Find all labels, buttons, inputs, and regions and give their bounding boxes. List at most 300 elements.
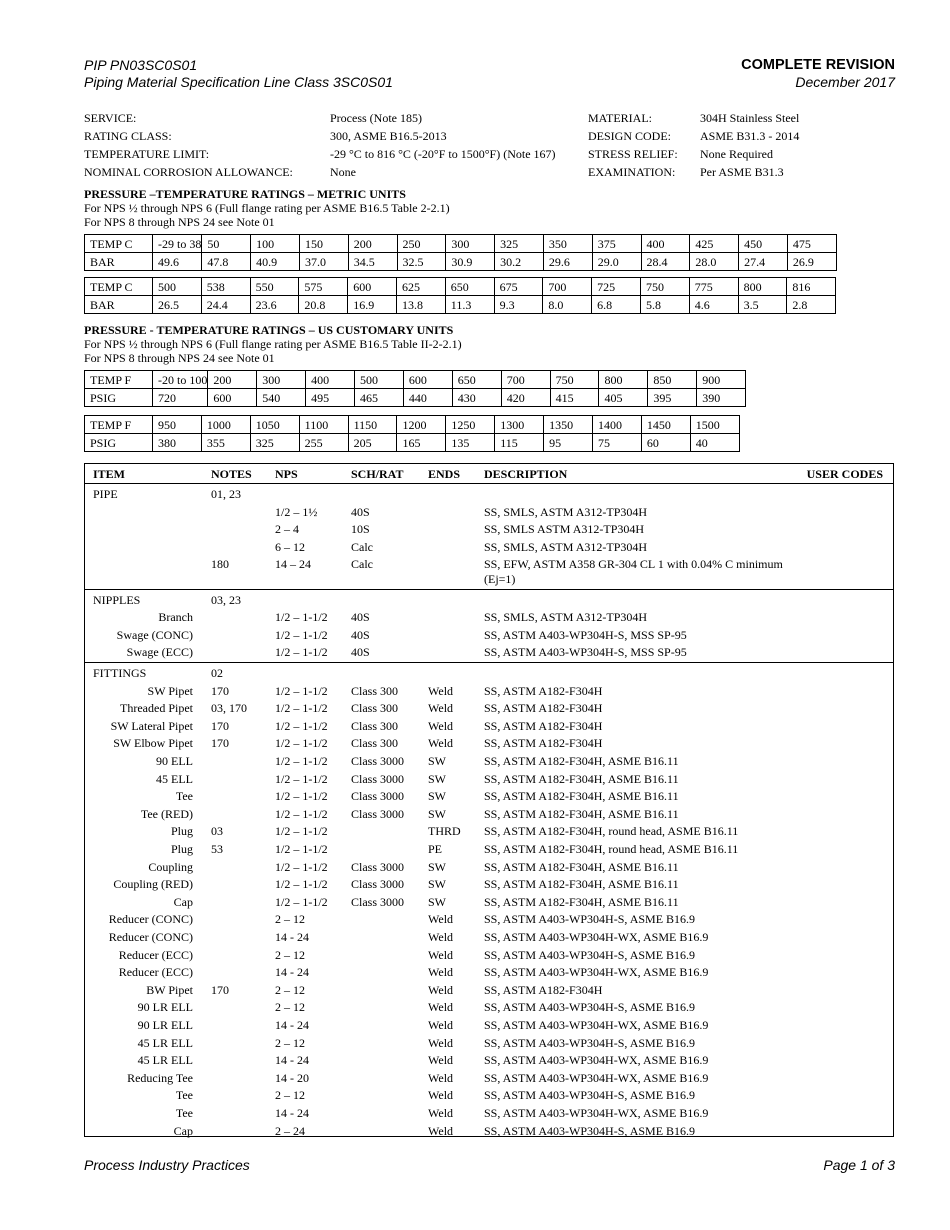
component-ends: SW: [428, 806, 446, 821]
table-cell: 47.8: [202, 253, 251, 271]
component-ends: Weld: [428, 982, 454, 997]
table-cell: 390: [697, 389, 746, 407]
document-id: PIP PN03SC0S01: [84, 57, 198, 73]
component-name: 90 LR ELL: [137, 1000, 193, 1015]
table-row: [85, 840, 893, 858]
component-name: 45 LR ELL: [137, 1053, 193, 1068]
table-cell: 24.4: [201, 296, 250, 314]
table-cell: 26.5: [153, 296, 202, 314]
table-cell: 816: [787, 278, 836, 296]
table-cell: 3.5: [738, 296, 787, 314]
table-cell: 625: [396, 278, 445, 296]
table-cell: 28.4: [641, 253, 690, 271]
table-cell: 720: [153, 389, 208, 407]
table-cell: 300: [446, 235, 495, 253]
col-header-notes: NOTES: [211, 467, 252, 481]
component-nps: 14 - 24: [275, 1106, 309, 1120]
metric-note-1: For NPS ½ through NPS 6 (Full flange rating per ASME B16.5 Table 2-2.1): [84, 201, 450, 215]
table-row-continuation: [85, 570, 893, 588]
component-nps: 1/2 – 1-1/2: [275, 627, 328, 642]
table-cell: 465: [355, 389, 404, 407]
section-header-row: [85, 664, 893, 682]
table-cell: 28.0: [690, 253, 739, 271]
temperature-row: [85, 371, 746, 389]
table-row: [85, 946, 893, 964]
component-description: SS, ASTM A403-WP304H-S, MSS SP-95: [484, 645, 687, 660]
table-row: [85, 752, 893, 770]
document-title: Piping Material Specification Line Class 3SC0S01: [84, 74, 393, 90]
component-nps: 2 – 12: [275, 982, 305, 997]
row-label-cell: TEMP C: [85, 278, 153, 296]
section-notes: 03, 23: [211, 592, 241, 607]
component-nps: 2 – 12: [275, 1035, 305, 1050]
rating-row: [85, 296, 836, 314]
table-cell: 600: [403, 371, 452, 389]
table-cell: 850: [648, 371, 697, 389]
info-label: DESIGN CODE:: [588, 129, 671, 143]
component-name: 45 ELL: [156, 771, 193, 786]
info-left-values: [330, 109, 556, 181]
table-cell: 475: [787, 235, 836, 253]
table-row: [85, 963, 893, 981]
component-ends: Weld: [428, 683, 454, 698]
table-cell: 30.9: [446, 253, 495, 271]
piping-components-table: [84, 463, 894, 1137]
table-cell: 750: [550, 371, 599, 389]
component-notes: 03, 170: [211, 701, 247, 716]
table-header-row: [85, 465, 893, 483]
table-cell: 650: [452, 371, 501, 389]
component-ends: Weld: [428, 1070, 454, 1085]
info-label: SERVICE:: [84, 111, 137, 125]
col-header-user-codes: USER CODES: [806, 467, 883, 481]
component-description: SS, ASTM A403-WP304H-S, ASME B16.9: [484, 1000, 696, 1015]
table-row: [85, 717, 893, 735]
component-description: SS, ASTM A182-F304H, ASME B16.11: [484, 894, 679, 909]
document-header-right: [741, 57, 895, 91]
component-sch-rat: Class 300: [351, 736, 399, 751]
component-name: Coupling (RED): [113, 877, 193, 892]
table-row: [85, 910, 893, 928]
table-cell: 115: [495, 434, 544, 452]
component-description: SS, ASTM A182-F304H, ASME B16.11: [484, 771, 679, 786]
table-cell: 1350: [544, 416, 593, 434]
table-cell: 800: [599, 371, 648, 389]
component-description: SS, ASTM A403-WP304H-S, ASME B16.9: [484, 1088, 696, 1103]
table-cell: 1300: [495, 416, 544, 434]
component-name: Swage (ECC): [126, 645, 193, 660]
row-label-cell: PSIG: [85, 389, 153, 407]
component-nps: 2 – 12: [275, 1000, 305, 1015]
table-cell: 23.6: [250, 296, 299, 314]
table-cell: 95: [544, 434, 593, 452]
table-cell: 350: [543, 235, 592, 253]
component-name: Plug: [170, 842, 193, 856]
table-cell: 1500: [690, 416, 739, 434]
section-item-name: NIPPLES: [93, 592, 141, 607]
component-nps: 1/2 – 1-1/2: [275, 736, 328, 751]
table-row: [85, 682, 893, 700]
table-row: [85, 1034, 893, 1052]
row-label-cell: TEMP F: [85, 371, 153, 389]
table-row: [85, 643, 893, 661]
table-cell: 325: [250, 434, 299, 452]
component-ends: Weld: [428, 1018, 454, 1032]
table-cell: 1050: [250, 416, 299, 434]
component-ends: THRD: [428, 824, 461, 839]
table-cell: 40: [690, 434, 739, 452]
info-label: TEMPERATURE LIMIT:: [84, 147, 210, 161]
table-row: [85, 520, 893, 538]
component-name: Reducer (CONC): [108, 912, 193, 927]
component-description: SS, ASTM A403-WP304H-WX, ASME B16.9: [484, 930, 709, 944]
component-sch-rat: Class 3000: [351, 789, 405, 804]
table-row: [85, 503, 893, 521]
component-notes: 170: [211, 683, 229, 698]
table-cell: 29.6: [543, 253, 592, 271]
table-cell: 415: [550, 389, 599, 407]
component-name: Threaded Pipet: [120, 701, 193, 716]
component-ends: SW: [428, 789, 446, 804]
info-label: NOMINAL CORROSION ALLOWANCE:: [84, 165, 293, 179]
table-row: [85, 626, 893, 644]
table-cell: 26.9: [787, 253, 836, 271]
component-sch-rat: 40S: [351, 610, 370, 625]
component-nps: 1/2 – 1-1/2: [275, 754, 328, 768]
table-row: [85, 1104, 893, 1122]
component-description: SS, ASTM A182-F304H: [484, 982, 603, 997]
component-sch-rat: Class 3000: [351, 806, 405, 821]
info-value: None: [330, 165, 356, 179]
component-nps: 1/2 – 1-1/2: [275, 877, 328, 892]
table-cell: 29.0: [592, 253, 641, 271]
component-nps: 1/2 – 1-1/2: [275, 859, 328, 874]
table-row: [85, 1016, 893, 1034]
component-nps: 1/2 – 1-1/2: [275, 894, 328, 909]
footer-page-number: Page 1 of 3: [823, 1157, 895, 1173]
table-row: [85, 787, 893, 805]
component-sch-rat: Class 3000: [351, 894, 405, 909]
us-section-heading: [84, 323, 462, 365]
revision-date: December 2017: [795, 74, 895, 90]
table-cell: 395: [648, 389, 697, 407]
component-sch-rat: Calc: [351, 557, 373, 572]
component-ends: Weld: [428, 965, 454, 980]
component-description: SS, ASTM A182-F304H: [484, 701, 603, 716]
table-cell: 16.9: [348, 296, 397, 314]
table-cell: 425: [690, 235, 739, 253]
info-left-labels: [84, 109, 293, 181]
table-row: [85, 770, 893, 788]
component-name: Reducing Tee: [127, 1070, 193, 1085]
col-header-item: ITEM: [93, 467, 126, 481]
table-cell: -29 to 38: [153, 235, 202, 253]
table-cell: 355: [201, 434, 250, 452]
component-sch-rat: 40S: [351, 627, 370, 642]
info-right-labels: [588, 109, 678, 181]
table-cell: 135: [446, 434, 495, 452]
component-name: Branch: [158, 610, 193, 625]
component-name: 90 LR ELL: [137, 1018, 193, 1032]
component-name: Reducer (ECC): [118, 947, 193, 962]
component-notes: 180: [211, 557, 229, 572]
component-ends: Weld: [428, 930, 454, 944]
component-sch-rat: Class 3000: [351, 771, 405, 786]
table-cell: 575: [299, 278, 348, 296]
table-row: [85, 1051, 893, 1069]
component-description: SS, ASTM A182-F304H, ASME B16.11: [484, 877, 679, 892]
table-cell: 30.2: [495, 253, 544, 271]
us-note-2: For NPS 8 through NPS 24 see Note 01: [84, 351, 275, 365]
table-row: [85, 858, 893, 876]
component-ends: Weld: [428, 718, 454, 733]
info-label: MATERIAL:: [588, 111, 652, 125]
component-description: SS, ASTM A403-WP304H-WX, ASME B16.9: [484, 1106, 709, 1120]
component-description: SS, ASTM A403-WP304H-S, ASME B16.9: [484, 1035, 696, 1050]
component-nps: 2 – 12: [275, 1088, 305, 1103]
component-ends: SW: [428, 771, 446, 786]
table-cell: 775: [689, 278, 738, 296]
row-label-cell: PSIG: [85, 434, 153, 452]
rating-row: [85, 389, 746, 407]
section-notes: 01, 23: [211, 487, 241, 501]
section-divider: [85, 662, 893, 663]
metric-rating-table-2: [84, 277, 836, 314]
table-cell: 500: [355, 371, 404, 389]
component-nps: 1/2 – 1½: [275, 504, 318, 519]
component-description: SS, ASTM A403-WP304H-S, ASME B16.9: [484, 947, 696, 962]
info-value: -29 °C to 816 °C (-20°F to 1500°F) (Note 167): [330, 147, 556, 161]
component-name: Cap: [173, 894, 193, 909]
us-rating-table-1: [84, 370, 746, 407]
component-nps: 14 - 20: [275, 1070, 309, 1085]
table-cell: 13.8: [396, 296, 445, 314]
table-cell: 40.9: [251, 253, 300, 271]
table-row: [85, 1122, 893, 1140]
component-sch-rat: Class 3000: [351, 877, 405, 892]
component-name: Cap: [173, 1123, 193, 1138]
table-cell: 400: [641, 235, 690, 253]
component-description: SS, ASTM A403-WP304H-WX, ASME B16.9: [484, 1053, 709, 1068]
component-description: SS, SMLS ASTM A312-TP304H: [484, 522, 645, 537]
us-title: PRESSURE - TEMPERATURE RATINGS – US CUSTOMARY UNITS: [84, 323, 454, 337]
table-row: [85, 981, 893, 999]
table-cell: 700: [501, 371, 550, 389]
section-header-row: [85, 591, 893, 609]
component-description: SS, ASTM A182-F304H: [484, 683, 603, 698]
component-name: Swage (CONC): [116, 627, 193, 642]
rating-row: [85, 253, 837, 271]
component-nps: 1/2 – 1-1/2: [275, 718, 328, 733]
info-value: Process (Note 185): [330, 111, 422, 125]
component-description: SS, ASTM A182-F304H, ASME B16.11: [484, 859, 679, 874]
component-ends: Weld: [428, 1088, 454, 1103]
component-nps: 1/2 – 1-1/2: [275, 683, 328, 698]
component-name: Tee: [175, 1088, 193, 1103]
temperature-row: [85, 235, 837, 253]
table-cell: 100: [251, 235, 300, 253]
table-row: [85, 734, 893, 752]
table-cell: 375: [592, 235, 641, 253]
table-cell: 9.3: [494, 296, 543, 314]
component-name: 45 LR ELL: [137, 1035, 193, 1050]
metric-title: PRESSURE –TEMPERATURE RATINGS – METRIC UNITS: [84, 187, 406, 201]
component-ends: Weld: [428, 1053, 454, 1068]
col-header-nps: NPS: [275, 467, 298, 481]
component-ends: Weld: [428, 947, 454, 962]
document-header-left: [84, 57, 393, 91]
component-description: SS, ASTM A403-WP304H-WX, ASME B16.9: [484, 965, 709, 980]
component-nps: 2 – 4: [275, 522, 299, 537]
col-header-description: DESCRIPTION: [484, 467, 568, 481]
row-label-cell: BAR: [85, 253, 153, 271]
component-ends: Weld: [428, 1123, 454, 1138]
info-value: Per ASME B31.3: [700, 165, 784, 179]
table-cell: 405: [599, 389, 648, 407]
table-cell: 50: [202, 235, 251, 253]
table-cell: 900: [697, 371, 746, 389]
section-notes: 02: [211, 666, 223, 680]
component-ends: PE: [428, 842, 443, 856]
temperature-row: [85, 278, 836, 296]
table-cell: 550: [250, 278, 299, 296]
us-note-1: For NPS ½ through NPS 6 (Full flange rating per ASME B16.5 Table II-2-2.1): [84, 337, 462, 351]
section-divider: [85, 589, 893, 590]
table-row: [85, 928, 893, 946]
component-nps: 1/2 – 1-1/2: [275, 806, 328, 821]
component-name: BW Pipet: [146, 982, 193, 997]
component-nps: 2 – 12: [275, 912, 305, 927]
section-header-row: [85, 485, 893, 503]
component-nps: 1/2 – 1-1/2: [275, 610, 328, 625]
component-nps: 1/2 – 1-1/2: [275, 842, 328, 856]
component-nps: 6 – 12: [275, 539, 305, 554]
component-description: SS, EFW, ASTM A358 GR-304 CL 1 with 0.04% C minimum: [484, 557, 783, 572]
header-divider: [85, 483, 893, 484]
component-nps: 2 – 12: [275, 947, 305, 962]
component-ends: SW: [428, 894, 446, 909]
table-cell: 1400: [593, 416, 642, 434]
table-cell: 200: [348, 235, 397, 253]
component-sch-rat: Calc: [351, 539, 373, 554]
component-sch-rat: Class 300: [351, 701, 399, 716]
component-description: SS, ASTM A182-F304H, round head, ASME B16.11: [484, 842, 739, 856]
component-ends: Weld: [428, 912, 454, 927]
info-value: ASME B31.3 - 2014: [700, 129, 800, 143]
row-label-cell: BAR: [85, 296, 153, 314]
component-description: SS, ASTM A182-F304H, round head, ASME B16.11: [484, 824, 739, 839]
section-item-name: FITTINGS: [93, 666, 147, 680]
table-row: [85, 893, 893, 911]
info-value: 300, ASME B16.5-2013: [330, 129, 447, 143]
table-cell: 150: [299, 235, 348, 253]
table-cell: 540: [257, 389, 306, 407]
info-label: STRESS RELIEF:: [588, 147, 678, 161]
component-sch-rat: Class 300: [351, 718, 399, 733]
metric-section-heading: [84, 187, 450, 229]
table-cell: 5.8: [640, 296, 689, 314]
component-nps: 14 - 24: [275, 1018, 309, 1032]
table-cell: 538: [201, 278, 250, 296]
component-description: SS, ASTM A182-F304H, ASME B16.11: [484, 789, 679, 804]
info-value: 304H Stainless Steel: [700, 111, 800, 125]
info-right-values: [700, 109, 799, 181]
table-cell: 1100: [299, 416, 348, 434]
component-name: Reducer (CONC): [108, 930, 193, 944]
table-row: [85, 805, 893, 823]
component-description: SS, SMLS, ASTM A312-TP304H: [484, 504, 648, 519]
component-name: Tee: [175, 1106, 193, 1120]
component-notes: 170: [211, 736, 229, 751]
component-name: SW Elbow Pipet: [113, 736, 193, 751]
col-header-sch-rat: SCH/RAT: [351, 467, 404, 481]
component-nps: 14 - 24: [275, 1053, 309, 1068]
table-row: [85, 875, 893, 893]
table-cell: 600: [348, 278, 397, 296]
component-ends: SW: [428, 754, 446, 768]
component-name: SW Pipet: [147, 683, 193, 698]
table-cell: 2.8: [787, 296, 836, 314]
component-notes: 53: [211, 842, 223, 856]
table-cell: 800: [738, 278, 787, 296]
component-description: SS, SMLS, ASTM A312-TP304H: [484, 539, 648, 554]
table-cell: 1000: [201, 416, 250, 434]
table-cell: 495: [306, 389, 355, 407]
table-cell: 1250: [446, 416, 495, 434]
component-name: Tee (RED): [140, 806, 193, 821]
table-cell: 49.6: [153, 253, 202, 271]
component-name: Tee: [175, 789, 193, 804]
table-cell: 75: [593, 434, 642, 452]
component-notes: 170: [211, 982, 229, 997]
component-description: SS, ASTM A403-WP304H-S, ASME B16.9: [484, 1123, 696, 1138]
table-cell: 60: [641, 434, 690, 452]
row-label-cell: TEMP F: [85, 416, 153, 434]
component-name: 90 ELL: [156, 754, 193, 768]
component-ends: Weld: [428, 701, 454, 716]
table-row: [85, 699, 893, 717]
row-label-cell: TEMP C: [85, 235, 153, 253]
component-nps: 1/2 – 1-1/2: [275, 771, 328, 786]
component-description: SS, ASTM A403-WP304H-WX, ASME B16.9: [484, 1018, 709, 1032]
component-description: SS, ASTM A403-WP304H-S, MSS SP-95: [484, 627, 687, 642]
component-ends: Weld: [428, 1035, 454, 1050]
us-rating-table-2: [84, 415, 740, 452]
component-notes: 03: [211, 824, 223, 839]
table-cell: -20 to 100: [153, 371, 208, 389]
table-cell: 250: [397, 235, 446, 253]
component-description: SS, ASTM A182-F304H, ASME B16.11: [484, 754, 679, 768]
component-nps: 14 - 24: [275, 965, 309, 980]
component-sch-rat: 10S: [351, 522, 370, 537]
table-cell: 1450: [641, 416, 690, 434]
table-cell: 1200: [397, 416, 446, 434]
rating-row: [85, 434, 740, 452]
component-nps: 1/2 – 1-1/2: [275, 701, 328, 716]
table-cell: 675: [494, 278, 543, 296]
component-sch-rat: Class 3000: [351, 859, 405, 874]
component-description: SS, ASTM A182-F304H: [484, 736, 603, 751]
component-ends: SW: [428, 877, 446, 892]
component-ends: Weld: [428, 736, 454, 751]
table-cell: 700: [543, 278, 592, 296]
table-cell: 34.5: [348, 253, 397, 271]
component-nps: 1/2 – 1-1/2: [275, 789, 328, 804]
info-label: RATING CLASS:: [84, 129, 172, 143]
table-cell: 600: [208, 389, 257, 407]
component-description: SS, ASTM A403-WP304H-S, ASME B16.9: [484, 912, 696, 927]
component-nps: 2 – 24: [275, 1123, 305, 1138]
